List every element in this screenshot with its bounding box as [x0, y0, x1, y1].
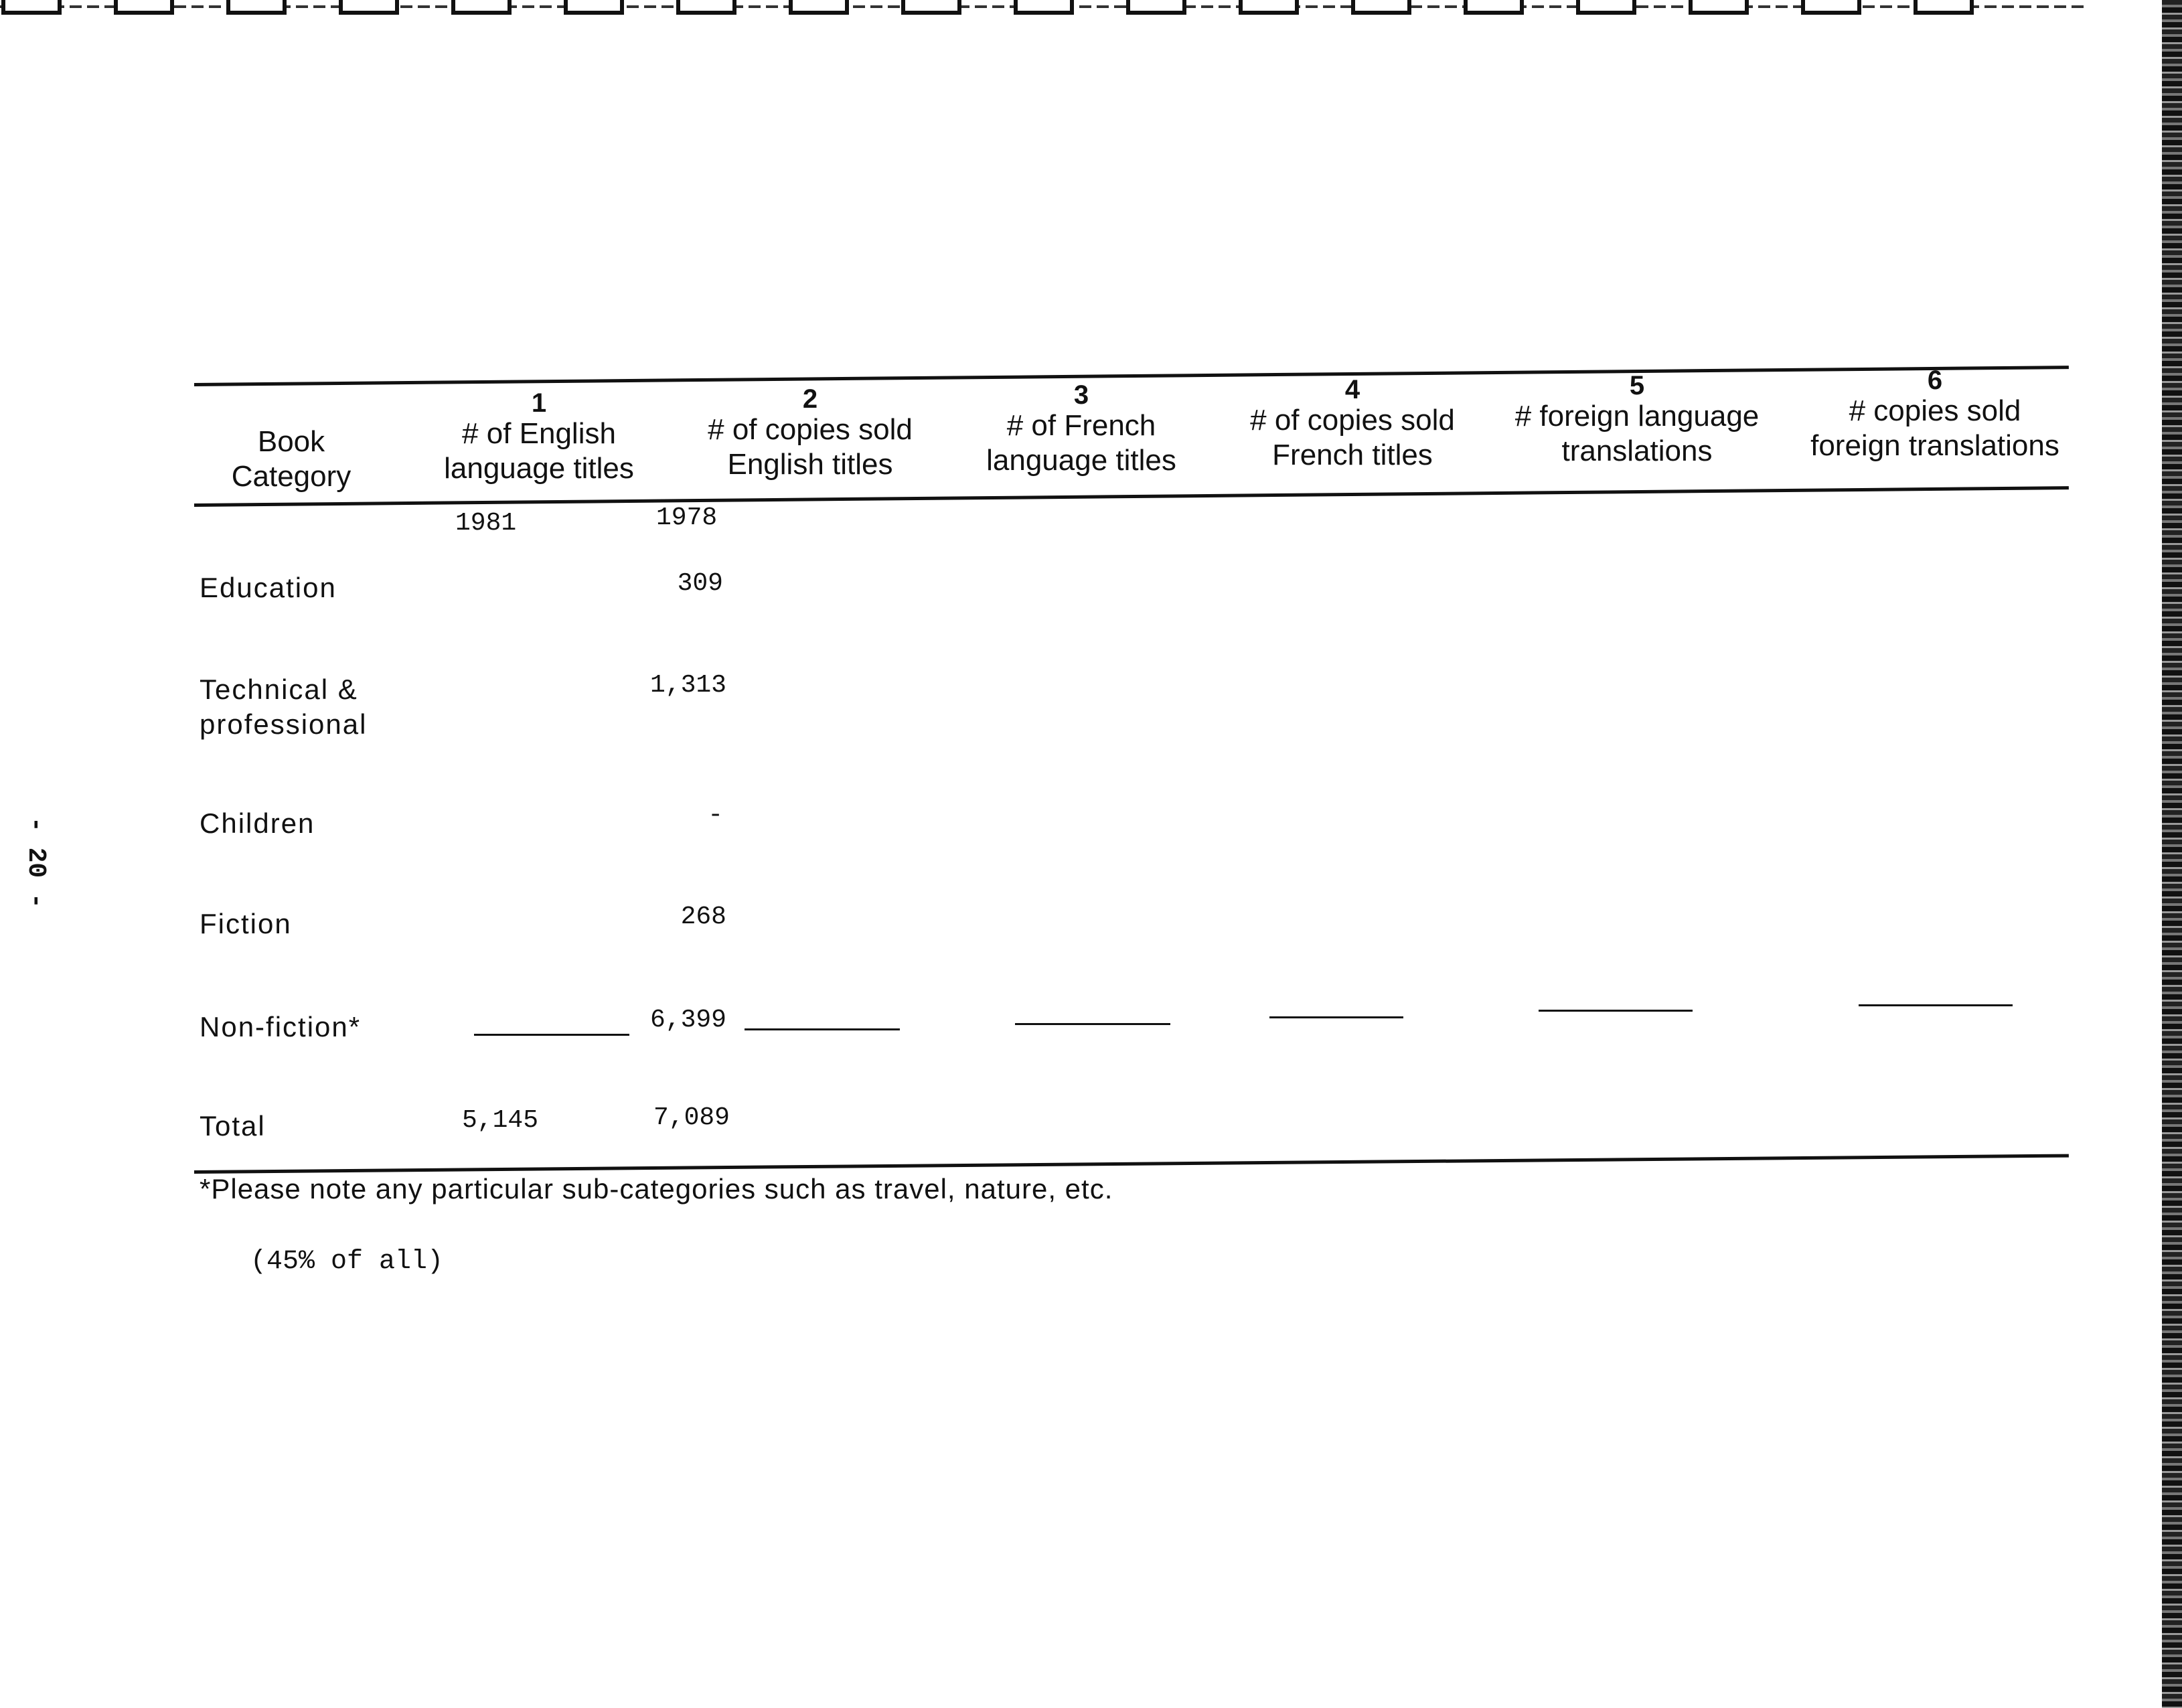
header-col-3	[957, 382, 1205, 478]
binding-hole	[1576, 0, 1636, 15]
binding-hole	[451, 0, 512, 15]
header-col-4-line1: # of copies sold	[1250, 404, 1455, 437]
cell-total-col2: 7,089	[653, 1103, 730, 1132]
binding-hole	[1014, 0, 1074, 15]
binding-hole	[226, 0, 287, 15]
header-col-2-line1: # of copies sold	[708, 413, 913, 446]
row-label-fiction: Fiction	[200, 908, 292, 939]
header-col-4	[1219, 376, 1486, 473]
page-number: - 20 -	[21, 817, 50, 909]
blank-line-col4	[1269, 1016, 1403, 1018]
header-col-3-number: 3	[1073, 380, 1089, 410]
binding-hole	[1239, 0, 1299, 15]
binding-hole	[564, 0, 624, 15]
header-col-2-number: 2	[802, 384, 818, 414]
binding-hole	[339, 0, 399, 15]
blank-line-col1	[474, 1034, 629, 1036]
cell-children-col2: -	[708, 801, 723, 830]
header-col-5-line1: # foreign language	[1514, 400, 1760, 433]
binding-hole	[676, 0, 736, 15]
binding-hole	[1, 0, 62, 15]
cell-fiction-col2: 268	[680, 903, 726, 931]
percentage-note: (45% of all)	[250, 1247, 444, 1277]
blank-line-col3	[1015, 1023, 1170, 1025]
header-col-3-line1: # of French	[1006, 409, 1156, 442]
header-col-6-number: 6	[1927, 366, 1943, 395]
blank-line-col5	[1539, 1010, 1693, 1012]
blank-line-col6	[1859, 1004, 2013, 1006]
header-col-2	[676, 386, 944, 482]
binding-hole	[114, 0, 174, 15]
header-col-6	[1788, 367, 2082, 463]
header-col-4-line2: French titles	[1272, 439, 1433, 471]
header-col-5-number: 5	[1629, 371, 1645, 400]
header-col-4-number: 4	[1344, 375, 1360, 404]
table-bottom-rule	[194, 1154, 2069, 1174]
header-col-1-line1: # of English	[462, 417, 616, 450]
header-col-1-line2: language titles	[444, 452, 634, 485]
footnote: *Please note any particular sub-categories such as travel, nature, etc.	[200, 1173, 1113, 1205]
header-col-1-number: 1	[531, 388, 547, 418]
row-label-total: Total	[200, 1110, 266, 1142]
header-col-1	[415, 390, 663, 486]
header-bottom-rule	[194, 486, 2069, 507]
row-label-education: Education	[200, 572, 337, 603]
header-col-6-line2: foreign translations	[1810, 429, 2059, 462]
cell-non-fiction-col2: 6,399	[649, 1006, 726, 1034]
row-label-non-fiction: Non-fiction*	[200, 1011, 362, 1042]
header-col-5-line2: translations	[1561, 435, 1713, 467]
cell-total-col1: 5,145	[462, 1106, 539, 1135]
row-label-technical-line1: Technical &	[200, 674, 358, 705]
scanned-page-edge	[2162, 0, 2182, 1708]
header-book-category-label: Book Category	[231, 425, 352, 493]
year-col-2: 1978	[656, 503, 718, 532]
row-label-children: Children	[200, 807, 315, 839]
binding-hole	[1689, 0, 1749, 15]
header-col-3-line2: language titles	[986, 444, 1176, 477]
header-book-category	[201, 424, 382, 494]
row-label-technical-line2: professional	[200, 708, 368, 740]
binding-hole	[789, 0, 849, 15]
header-col-2-line2: English titles	[727, 448, 893, 481]
binding-hole	[1914, 0, 1974, 15]
binding-hole	[901, 0, 961, 15]
binding-hole	[1351, 0, 1411, 15]
blank-line-col2	[745, 1028, 900, 1030]
binding-hole	[1464, 0, 1524, 15]
binding-hole	[1801, 0, 1861, 15]
cell-education-col2: 309	[677, 569, 723, 598]
binding-hole	[1126, 0, 1186, 15]
header-col-6-line1: # copies sold	[1849, 394, 2021, 427]
binding-strip	[0, 0, 2089, 15]
year-col-1: 1981	[455, 509, 517, 538]
cell-technical-col2: 1,313	[649, 671, 726, 700]
header-col-5	[1493, 372, 1781, 469]
